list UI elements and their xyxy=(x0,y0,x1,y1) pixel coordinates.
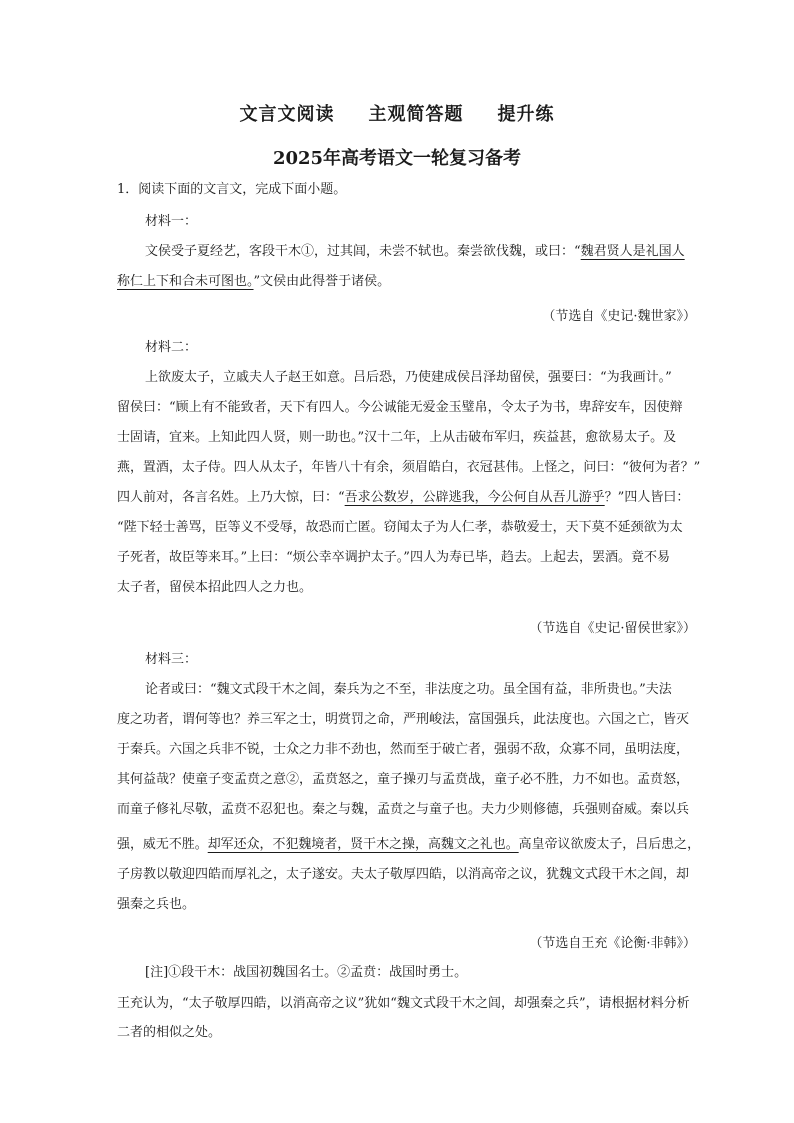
material-2-line: 士固请，宜来。上知此四人贤，则一助也。”汉十二年，上从击破布军归，疾益甚，愈欲易太子。及 xyxy=(117,430,677,445)
page-title xyxy=(0,100,794,126)
material-1-line: 文侯受子夏经艺，客段干木①，过其闾，未尝不轼也。秦尝欲伐魏，或曰：“魏君贤人是礼国人 xyxy=(145,244,685,259)
material-2-line: 子死者，故臣等来耳。”上曰：“烦公幸卒调护太子。”四人为寿已毕，趋去。上起去，罢酒。竟不易 xyxy=(117,550,670,565)
material-2-line: 上欲废太子，立戚夫人子赵王如意。吕后恐，乃使建成侯吕泽劫留侯，强要曰：“为我画计。” xyxy=(145,370,672,385)
underlined-sentence: 却军还众，不犯魏境者，贤干木之操，高魏文之礼也。 xyxy=(207,837,519,852)
material-2-line: “陛下轻士善骂，臣等义不受辱，故恐而亡匿。窃闻太子为人仁孝，恭敬爱士，天下莫不延颈欲为太 xyxy=(117,520,683,535)
material-1-source: （节选自《史记·魏世家》） xyxy=(542,309,696,324)
material-3-line: 度之功者，谓何等也？养三军之士，明赏罚之命，严刑峻法，富国强兵，此法度也。六国之亡，皆灭 xyxy=(117,712,690,727)
material-3-line: 论者或曰：“魏文式段干木之闾，秦兵为之不至，非法度之功。虽全国有益，非所贵也。”夫法 xyxy=(145,682,672,697)
footnote: [注]①段干木：战国初魏国名士。②孟贲：战国时勇士。 xyxy=(145,965,468,980)
material-2-line: 四人前对，各言名姓。上乃大惊，曰：“吾求公数岁，公辟逃我，今公何自从吾儿游乎？”四人皆曰： xyxy=(117,490,690,505)
material-3-line: 强秦之兵也。 xyxy=(117,897,196,912)
material-2-source: （节选自《史记·留侯世家》） xyxy=(529,621,696,636)
question-intro: 1．阅读下面的文言文，完成下面小题。 xyxy=(117,182,347,197)
material-2-line: 燕，置酒，太子侍。四人从太子，年皆八十有余，须眉皓白，衣冠甚伟。上怪之，问曰：“彼何为者？” xyxy=(117,460,701,475)
material-3-label: 材料三： xyxy=(145,652,198,667)
material-3-line: 其何益哉？使童子变孟贲之意②，孟贲怒之，童子操刃与孟贲战，童子必不胜，力不如也。孟贲怒， xyxy=(117,772,690,787)
question-text: 二者的相似之处。 xyxy=(117,1025,222,1040)
material-3-line: 强，威无不胜。却军还众，不犯魏境者，贤干木之操，高魏文之礼也。高皇帝议欲废太子，吕后患之， xyxy=(117,837,701,852)
underlined-sentence: 魏君贤人是礼国人 xyxy=(580,244,685,259)
underlined-sentence: 吾求公数岁，公辟逃我，今公何自从吾儿游乎 xyxy=(344,490,605,505)
title-part-2: 主观简答题 xyxy=(368,104,464,125)
title-part-1: 文言文阅读 xyxy=(239,104,335,125)
material-3-line: 子房教以敬迎四皓而厚礼之，太子遂安。夫太子敬厚四皓，以消高帝之议，犹魏文式段干木之闾，却 xyxy=(117,867,690,882)
material-3-line: 于秦兵。六国之兵非不锐，士众之力非不劲也，然而至于破亡者，强弱不敌，众寡不同，虽明法度， xyxy=(117,742,690,757)
question-text: 王充认为，“太子敬厚四皓，以消高帝之议”犹如“魏文式段干木之闾，却强秦之兵”，请根据材料分析 xyxy=(117,996,690,1011)
underlined-sentence: 称仁上下和合未可图也。 xyxy=(117,274,254,289)
page-subtitle: 2025年高考语文一轮复习备考 xyxy=(272,148,522,169)
material-1-label: 材料一： xyxy=(145,214,198,229)
material-3-source: （节选自王充《论衡·非韩》） xyxy=(529,936,696,951)
material-1-line: 称仁上下和合未可图也。”文侯由此得誉于诸侯。 xyxy=(117,274,391,289)
material-3-line: 而童子修礼尽敬，孟贲不忍犯也。秦之与魏，孟贲之与童子也。夫力少则修德，兵强则奋威。秦以兵 xyxy=(117,802,690,817)
material-2-label: 材料二： xyxy=(145,340,198,355)
title-part-3: 提升练 xyxy=(497,104,555,125)
material-2-line: 太子者，留侯本招此四人之力也。 xyxy=(117,580,313,595)
material-2-line: 留侯曰：“顾上有不能致者，天下有四人。今公诚能无爱金玉璧帛，令太子为书，卑辞安车，因使辩 xyxy=(117,400,683,415)
